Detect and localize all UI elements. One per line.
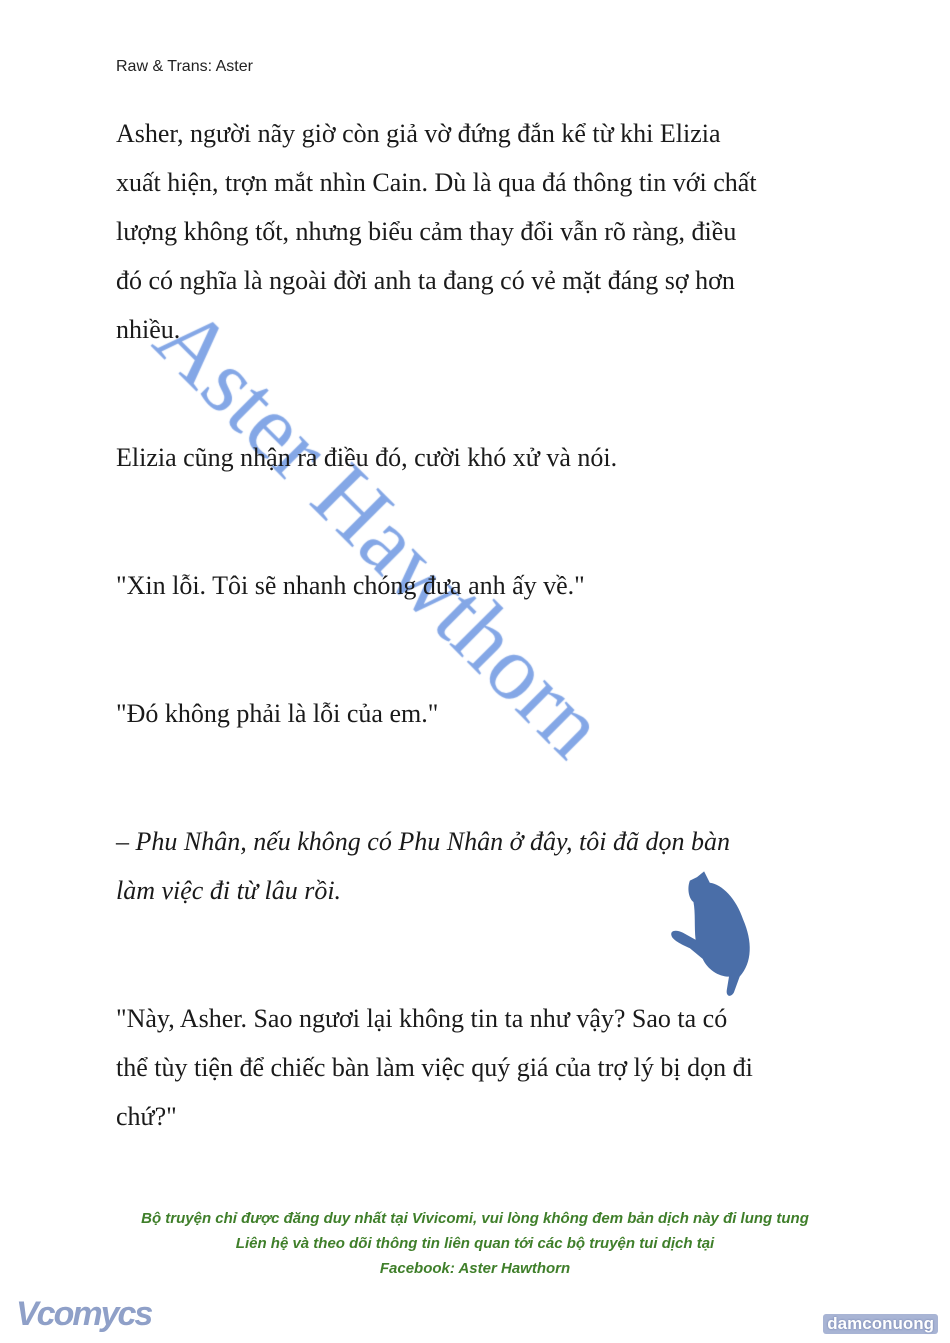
footer-facebook-link[interactable]: Facebook: Aster Hawthorn	[379, 1260, 571, 1277]
text-line: – Phu Nhân, nếu không có Phu Nhân ở đây, tôi đã dọn bàn	[116, 827, 730, 856]
footer-line: Bộ truyện chỉ được đăng duy nhất tại Vivicomi, vui lòng không đem bản dịch này đi lung tung	[141, 1210, 809, 1227]
text-line: Asher, người nãy giờ còn giả vờ đứng đắn kể từ khi Elizia	[116, 119, 721, 148]
damconuong-logo: damconuong	[823, 1314, 938, 1334]
text-line: nhiều.	[116, 315, 181, 344]
text-line: "Đó không phải là lỗi của em."	[116, 699, 439, 728]
paragraph	[116, 997, 757, 1144]
text-line: làm việc đi từ lâu rồi.	[116, 876, 342, 905]
text-line: Elizia cũng nhận ra điều đó, cười khó xử và nói.	[116, 443, 618, 472]
text-line: lượng không tốt, nhưng biểu cảm thay đổi vẫn rõ ràng, điều	[116, 217, 737, 246]
text-line: chứ?"	[116, 1102, 177, 1131]
text-line: "Này, Asher. Sao ngươi lại không tin ta như vậy? Sao ta có	[116, 1004, 728, 1033]
text-line: xuất hiện, trợn mắt nhìn Cain. Dù là qua đá thông tin với chất	[116, 168, 757, 197]
text-line: đó có nghĩa là ngoài đời anh ta đang có vẻ mặt đáng sợ hơn	[116, 266, 735, 295]
vcomycs-logo: Vcomycs	[16, 1295, 152, 1333]
footer-line: Liên hệ và theo dõi thông tin liên quan tới các bộ truyện tui dịch tại	[235, 1235, 715, 1252]
paragraph	[116, 436, 757, 485]
document-body	[116, 112, 757, 1223]
paragraph	[116, 820, 757, 918]
text-line: "Xin lỗi. Tôi sẽ nhanh chóng đưa anh ấy về."	[116, 571, 585, 600]
footer-notice	[0, 1208, 950, 1283]
page-header: Raw & Trans: Aster	[116, 58, 253, 75]
paragraph	[116, 112, 757, 357]
text-line: thể tùy tiện để chiếc bàn làm việc quý giá của trợ lý bị dọn đi	[116, 1053, 753, 1082]
paragraph	[116, 692, 757, 741]
paragraph	[116, 564, 757, 613]
